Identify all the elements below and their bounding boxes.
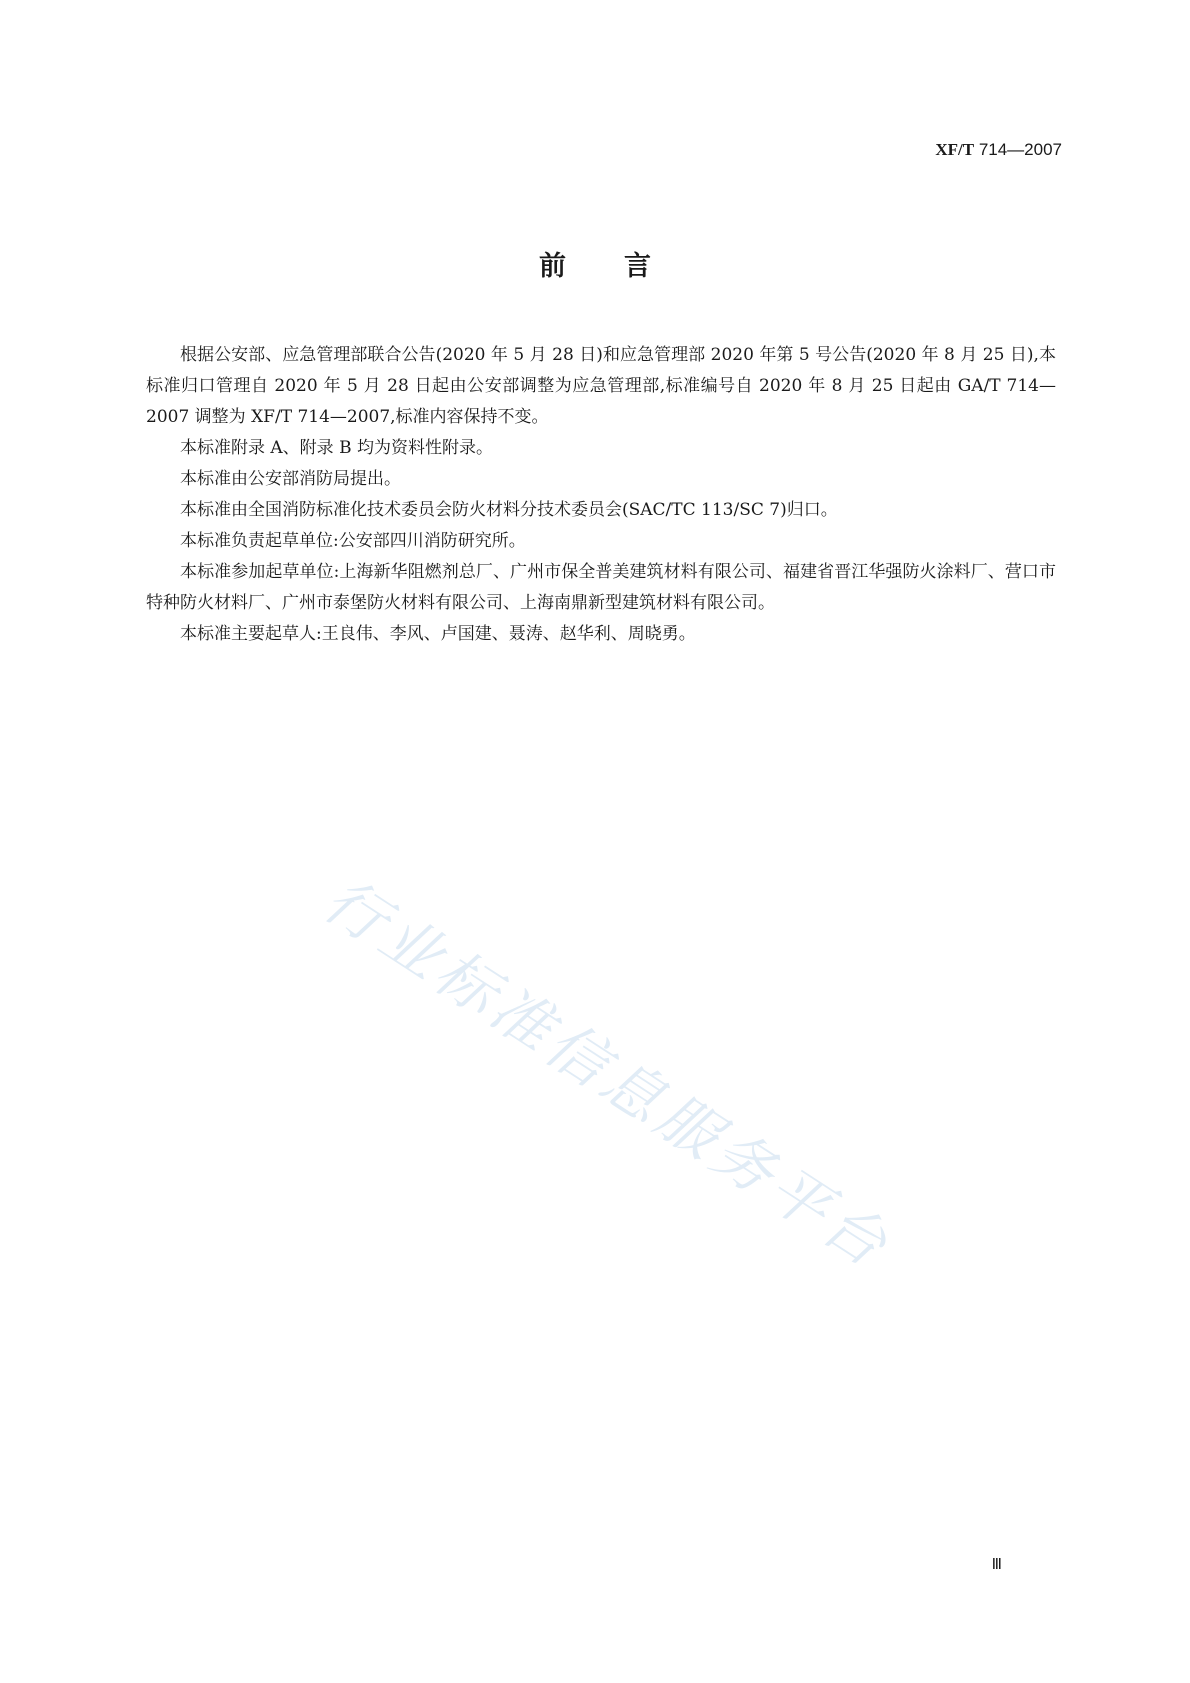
standard-code-prefix: XF/T [935, 140, 975, 159]
paragraph-drafters: 本标准主要起草人:王良伟、李风、卢国建、聂涛、赵华利、周晓勇。 [180, 624, 696, 644]
paragraph-committee: 本标准由全国消防标准化技术委员会防火材料分技术委员会(SAC/TC 113/SC 7)归口。 [180, 500, 838, 520]
watermark: 行业标准信息服务平台 [311, 865, 904, 1284]
paragraph-lead-drafter: 本标准负责起草单位:公安部四川消防研究所。 [180, 531, 526, 551]
paragraph-appendix: 本标准附录 A、附录 B 均为资料性附录。 [180, 438, 493, 458]
paragraph-proposer: 本标准由公安部消防局提出。 [180, 469, 401, 489]
page-title: 前言 [539, 251, 709, 282]
standard-code-number: 714—2007 [974, 140, 1062, 159]
paragraph-announcement: 根据公安部、应急管理部联合公告(2020 年 5 月 28 日)和应急管理部 2020 年第 5 号公告(2020 年 8 月 25 日),本标准归口管理自 2020 年 5 月 28 日起由公安部调整为应急管理部,标准编号自 2020 年 8 月 25 日起由 GA/T 714—2007 调整为 XF/T 714—2007,标准内容保持不变。 [146, 345, 1056, 427]
paragraph-participants: 本标准参加起草单位:上海新华阻燃剂总厂、广州市保全普美建筑材料有限公司、福建省晋江华强防火涂料厂、营口市特种防火材料厂、广州市泰堡防火材料有限公司、上海南鼎新型建筑材料有限公司。 [146, 562, 1056, 613]
foreword-body [146, 340, 1056, 650]
page-number: Ⅲ [991, 1557, 1002, 1573]
standard-code [935, 140, 1062, 160]
